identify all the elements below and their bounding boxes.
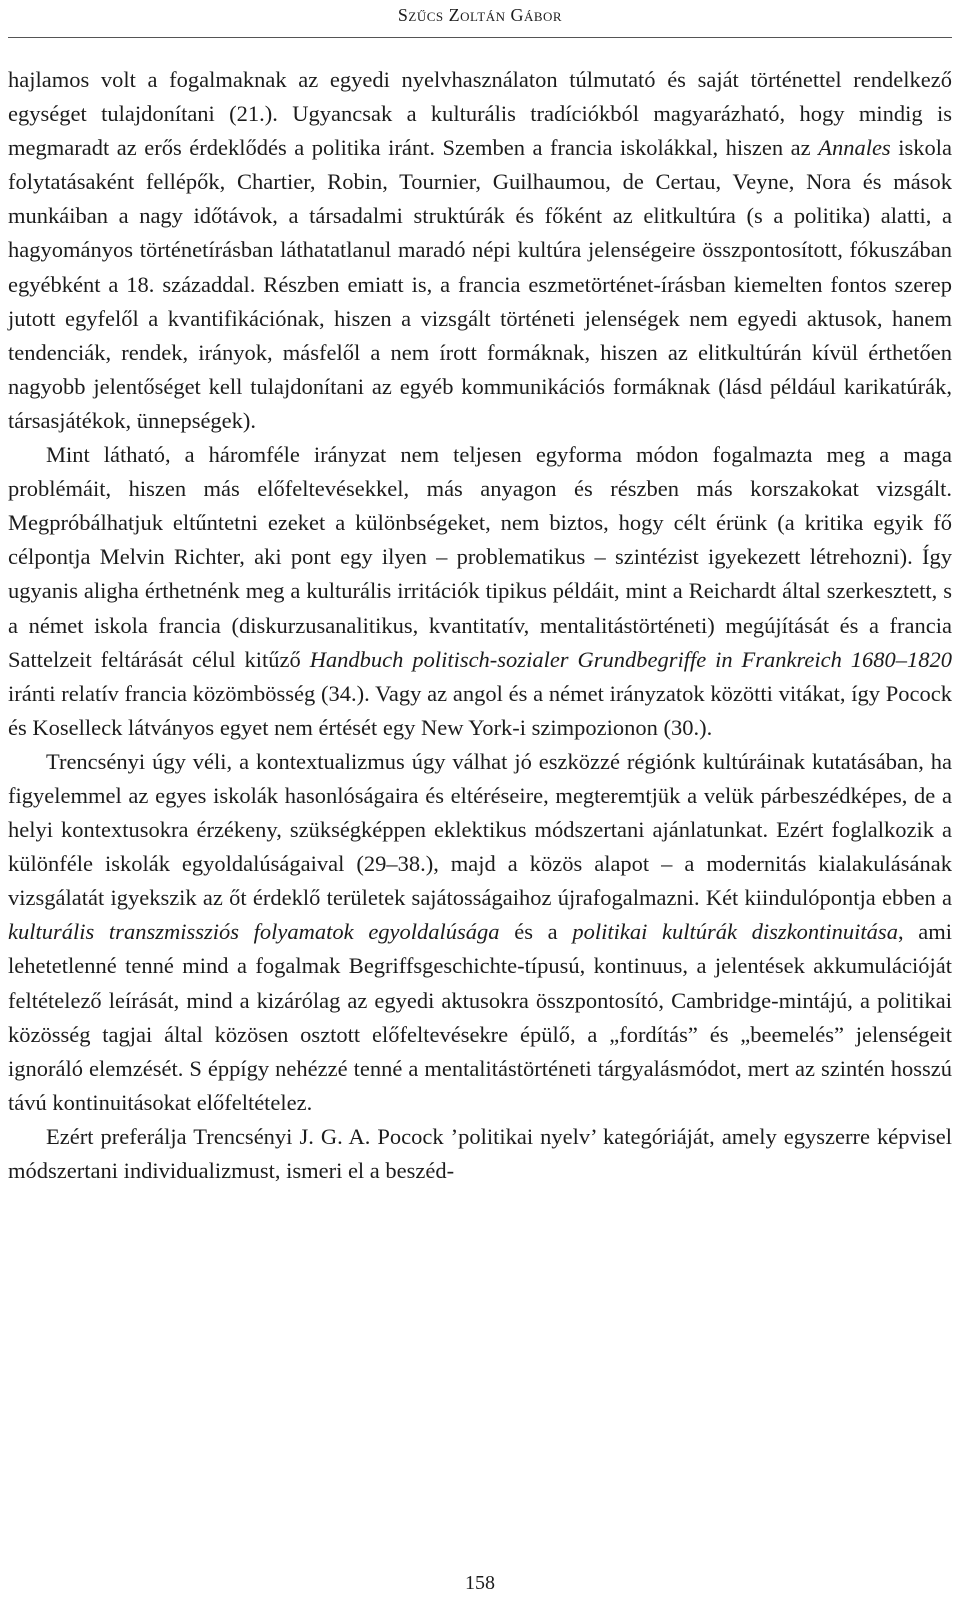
page-number: 158 xyxy=(465,1572,495,1594)
body-text xyxy=(8,63,952,1188)
paragraph-2 xyxy=(8,438,952,745)
text-run: és a xyxy=(499,919,573,945)
italic-text: kulturális transzmissziós folyamatok egyoldalúsága xyxy=(8,919,500,945)
paragraph-1 xyxy=(8,63,952,438)
paragraph-3 xyxy=(8,745,952,1120)
header-rule xyxy=(8,37,952,38)
text-run: Ezért preferálja Trencsényi J. G. A. Pocock ’politikai nyelv’ kategóriáját, amely egyszerre képvisel módszertani individualizmust, ismeri el a beszéd- xyxy=(8,1123,952,1183)
italic-text: Annales xyxy=(818,135,891,161)
italic-text: Handbuch politisch-sozialer Grundbegriffe in Frankreich 1680–1820 xyxy=(309,646,952,672)
text-run: Mint látható, a háromféle irányzat nem teljesen egyforma módon fogalmazta meg a maga problémáit, hiszen más előfeltevésekkel, más anyagon és részben más korszakokat vizsgált. Megpróbálhatjuk eltűntetni ezeket a különbségeket, nem biztos, hogy célt érünk (a kritika egyik fő célpontja Melvin Richter, aki pont egy ilyen – problematikus – szintézist igyekezett létrehozni). Így ugyanis aligha érthetnénk meg a kulturális irritációk tipikus példáit, mint a Reichardt által szerkesztett, s a német iskola francia (diskurzusanalitikus, kvantitatív, mentalitástörténeti) megújítását és a francia Sattelzeit feltárását célul kitűző xyxy=(8,442,952,672)
text-run: hajlamos volt a fogalmaknak az egyedi nyelvhasználaton túlmutató és saját történettel rendelkező egységet tulajdonítani (21.). Ugyancsak a kulturális tradíciókból magyarázható, hogy mindig is megmaradt az erős érdeklődés a politika iránt. Szemben a francia iskolákkal, hiszen az xyxy=(8,67,952,161)
text-run: , ami lehetetlenné tenné mind a fogalmak Begriffsgeschichte-típusú, kontinuus, a jelentések akkumulációját feltételező leírását, mind a kizárólag az egyedi aktusokra összpontosító, Cambridge-mintájú, a politikai közösség tagjai által közösen osztott előfeltevésekre épülő, a „fordítás” és „beemelés” jelenségeit ignoráló elemzését. S éppígy nehézzé tenné a mentalitástörténeti tárgyalásmódot, mert az szintén hosszú távú kontinuitásokat előfeltételez. xyxy=(8,919,952,1115)
italic-text: politikai kultúrák diszkontinuitása xyxy=(572,919,898,945)
text-run: Trencsényi úgy véli, a kontextualizmus úgy válhat jó eszközzé régiónk kultúráinak kutatásában, ha figyelemmel az egyes iskolák hasonlóságaira és eltéréseire, megteremtjük a velük párbeszédképes, de a helyi kontextusokra érzékeny, szükségképpen eklektikus módszertani ajánlatunkat. Ezért foglalkozik a különféle iskolák egyoldalúságaival (29–38.), majd a közös alapot – a modernitás kialakulásának vizsgálatát igyekszik az őt érdeklő területek sajátosságaihoz újrafogalmazni. Két kiindulópontja ebben a xyxy=(8,748,952,911)
running-header: Szűcs Zoltán Gábor xyxy=(397,5,563,25)
text-run: iránti relatív francia közömbösség (34.). Vagy az angol és a német irányzatok közötti vitákat, így Pocock és Koselleck látványos egyet nem értését egy New York-i szimpozionon (30.). xyxy=(8,680,952,740)
paragraph-4 xyxy=(8,1120,952,1188)
text-run: iskola folytatásaként fellépők, Chartier, Robin, Tournier, Guilhaumou, de Certau, Veyne, Nora és mások munkáiban a nagy időtávok, a társadalmi struktúrák és főként az elitkultúra (s a politika) alatti, a hagyományos történetírásban láthatatlanul maradó népi kultúra jelenségeire összpontosított, fókuszában egyébként a 18. századdal. Részben emiatt is, a francia eszmetörténet-írásban kiemelten fontos szerep jutott egyfelől a kvantifikációnak, hiszen a vizsgált történeti jelenségek nem egyedi aktusok, hanem tendenciák, rendek, irányok, másfelől a nem írott formáknak, hiszen az elitkultúrán kívül érthetően nagyobb jelentőséget kell tulajdonítani az egyéb kommunikációs formáknak (lásd például karikatúrák, társasjátékok, ünnepségek). xyxy=(8,135,952,433)
